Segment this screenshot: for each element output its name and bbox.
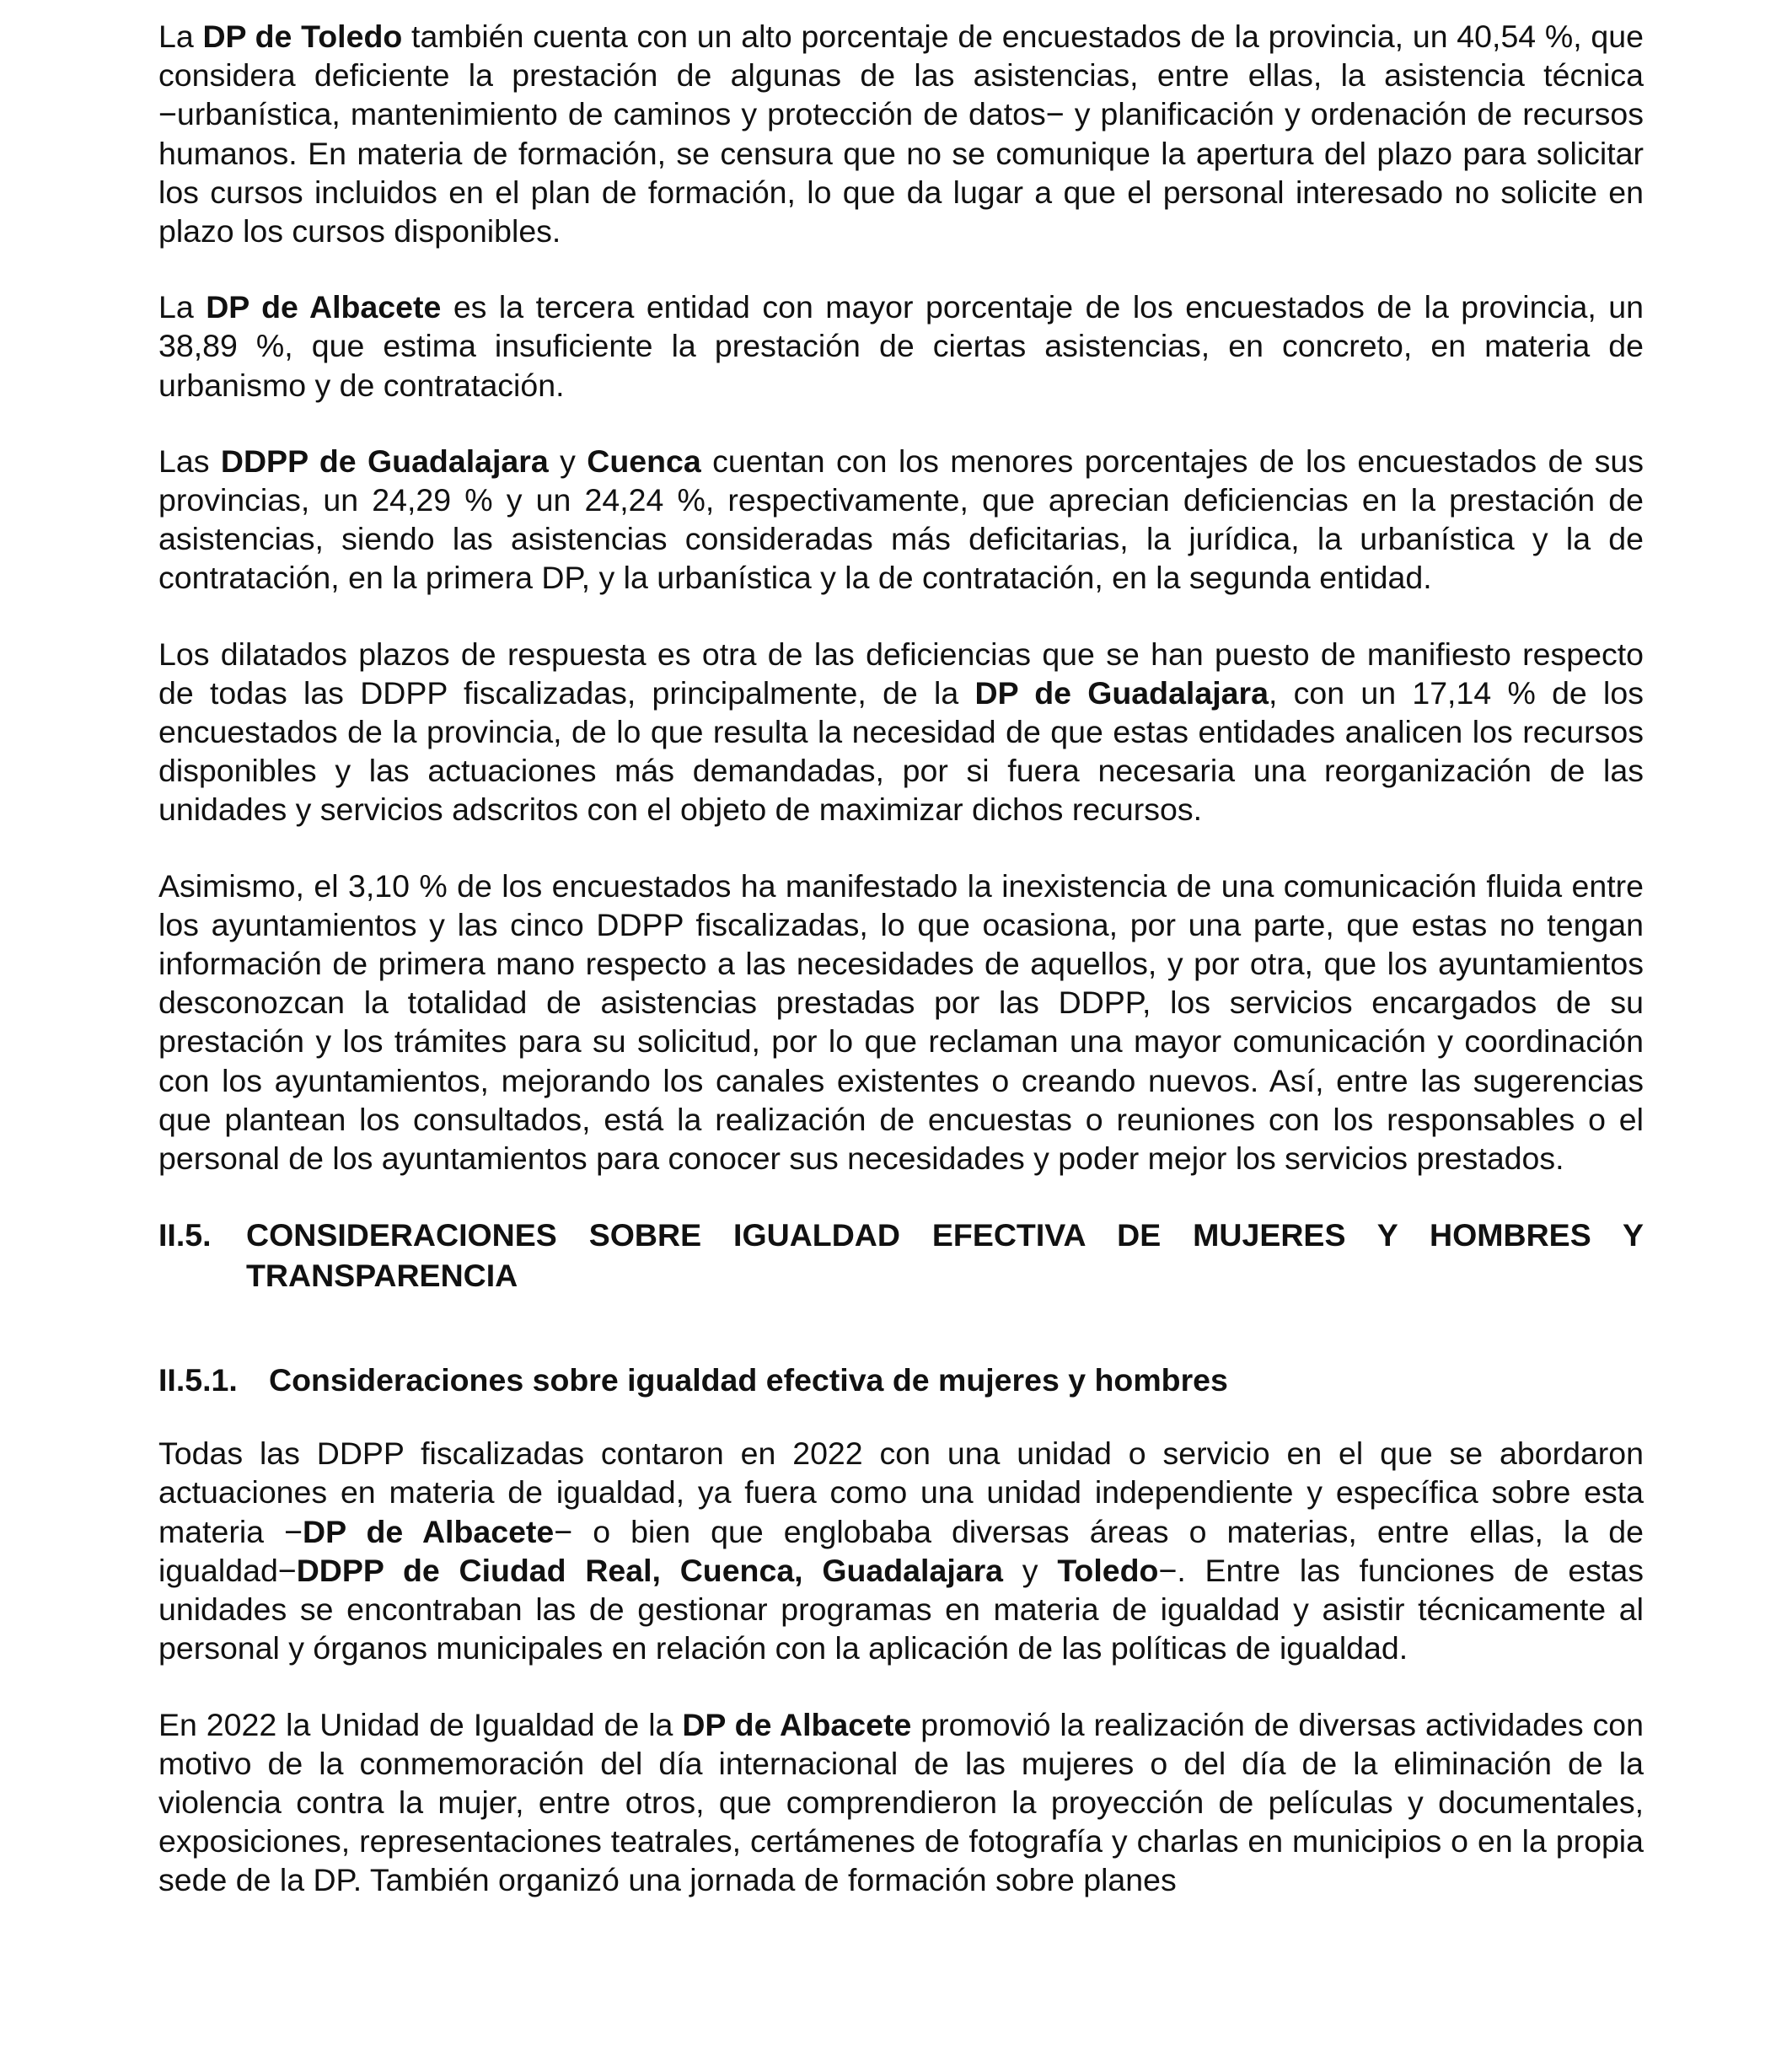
text-run: − o bien que englobaba diversas áreas o materias, entre ellas, la de igualdad− [158,1513,1644,1588]
text-run: y [1003,1552,1058,1588]
paragraph [158,442,1644,598]
text-run: La [158,289,207,325]
paragraph [158,1434,1644,1667]
bold-text: DP de Albacete [206,289,442,325]
text-run: Asimismo, el 3,10 % de los encuestados ha manifestado la inexistencia de una comunicación fluida entre los ayuntamientos y las cinco DDPP fiscalizadas, lo que ocasiona, por una parte, que estas no tengan información de primera mano respecto a las necesidades de aquellos, y por otra, que los ayuntamientos desconozcan la totalidad de asistencias prestadas por las DDPP, los servicios encargados de su prestación y los trámites para su solicitud, por lo que reclaman una mayor comunicación y coordinación con los ayuntamientos, mejorando los canales existentes o creando nuevos. Así, entre las sugerencias que plantean los consultados, está la realización de encuestas o reuniones con los responsables o el personal de los ayuntamientos para conocer sus necesidades y poder mejor los servicios prestados. [158,867,1644,1177]
bold-text: DP de Albacete [682,1706,912,1742]
section-number: II.5. [158,1217,212,1253]
body-section-top [158,17,1644,1178]
paragraph [158,17,1644,250]
text-run: Los dilatados plazos de respuesta es otra de las deficiencias que se han puesto de manifiesto respecto de todas las DDPP fiscalizadas, principalmente, de la [158,636,1644,711]
paragraph [158,635,1644,829]
text-run: Todas las DDPP fiscalizadas contaron en 2022 con una unidad o servicio en el que se abordaron actuaciones en materia de igualdad, ya fuera como una unidad independiente y específica sobre esta materia − [158,1436,1644,1549]
subsection-number: II.5.1. [158,1362,238,1398]
bold-text: Toledo [1057,1552,1159,1588]
text-run: también cuenta con un alto porcentaje de encuestados de la provincia, un 40,54 %, que considera deficiente la prestación de algunas de las asistencias, entre ellas, la asistencia técnica −urbanística, mantenimiento de caminos y protección de datos− y planificación y ordenación de recursos humanos. En materia de formación, se censura que no se comunique la apertura del plazo para solicitar los cursos incluidos en el plan de formación, lo que da lugar a que el personal interesado no solicite en plazo los cursos disponibles. [158,19,1644,250]
paragraph [158,1705,1644,1900]
section-title: CONSIDERACIONES SOBRE IGUALDAD EFECTIVA DE MUJERES Y HOMBRES Y TRANSPARENCIA [246,1217,1644,1294]
paragraph [158,287,1644,405]
subsection-heading-ii-5-1 [158,1360,1644,1400]
text-run: cuentan con los menores porcentajes de los encuestados de sus provincias, un 24,29 % y un 24,24 %, respectivamente, que aprecian deficiencias en la prestación de asistencias, siendo las asistencias consideradas más deficitarias, la jurídica, la urbanística y la de contratación, en la primera DP, y la urbanística y la de contratación, en la segunda entidad. [158,443,1644,596]
text-run: es la tercera entidad con mayor porcentaje de los encuestados de la provincia, un 38,89 %, que estima insuficiente la prestación de ciertas asistencias, en concreto, en materia de urbanismo y de contratación. [158,289,1644,403]
bold-text: DDPP de Ciudad Real, Cuenca, Guadalajara [296,1552,1004,1588]
text-run: Las [158,443,221,479]
text-run: , con un 17,14 % de los encuestados de la provincia, de lo que resulta la necesidad de que estas entidades analicen los recursos disponibles y las actuaciones más demandadas, por si fuera necesaria una reorganización de las unidades y servicios adscritos con el objeto de maximizar dichos recursos. [158,674,1644,828]
bold-text: DDPP de Guadalajara [220,443,549,479]
text-run: promovió la realización de diversas actividades con motivo de la conmemoración del día internacional de las mujeres o del día de la eliminación de la violencia contra la mujer, entre otros, que comprendieron la proyección de películas y documentales, exposiciones, representaciones teatrales, certámenes de fotografía y charlas en municipios o en la propia sede de la DP. También organizó una jornada de formación sobre planes [158,1706,1644,1898]
paragraph [158,867,1644,1178]
text-run: La [158,19,203,54]
bold-text: DP de Albacete [303,1513,555,1549]
bold-text: DP de Toledo [202,19,403,54]
text-run: −. Entre las funciones de estas unidades se encontraban las de gestionar programas en materia de igualdad y asistir técnicamente al personal y órganos municipales en relación con la aplicación de las políticas de igualdad. [158,1552,1644,1666]
bold-text: DP de Guadalajara [974,674,1269,711]
text-run: y [548,443,587,479]
body-section-bottom [158,1434,1644,1899]
text-run: En 2022 la Unidad de Igualdad de la [158,1706,683,1742]
subsection-title: Consideraciones sobre igualdad efectiva de mujeres y hombres [269,1362,1228,1398]
document-page [158,17,1644,1937]
section-heading-ii-5 [158,1215,1644,1296]
bold-text: Cuenca [587,443,701,479]
